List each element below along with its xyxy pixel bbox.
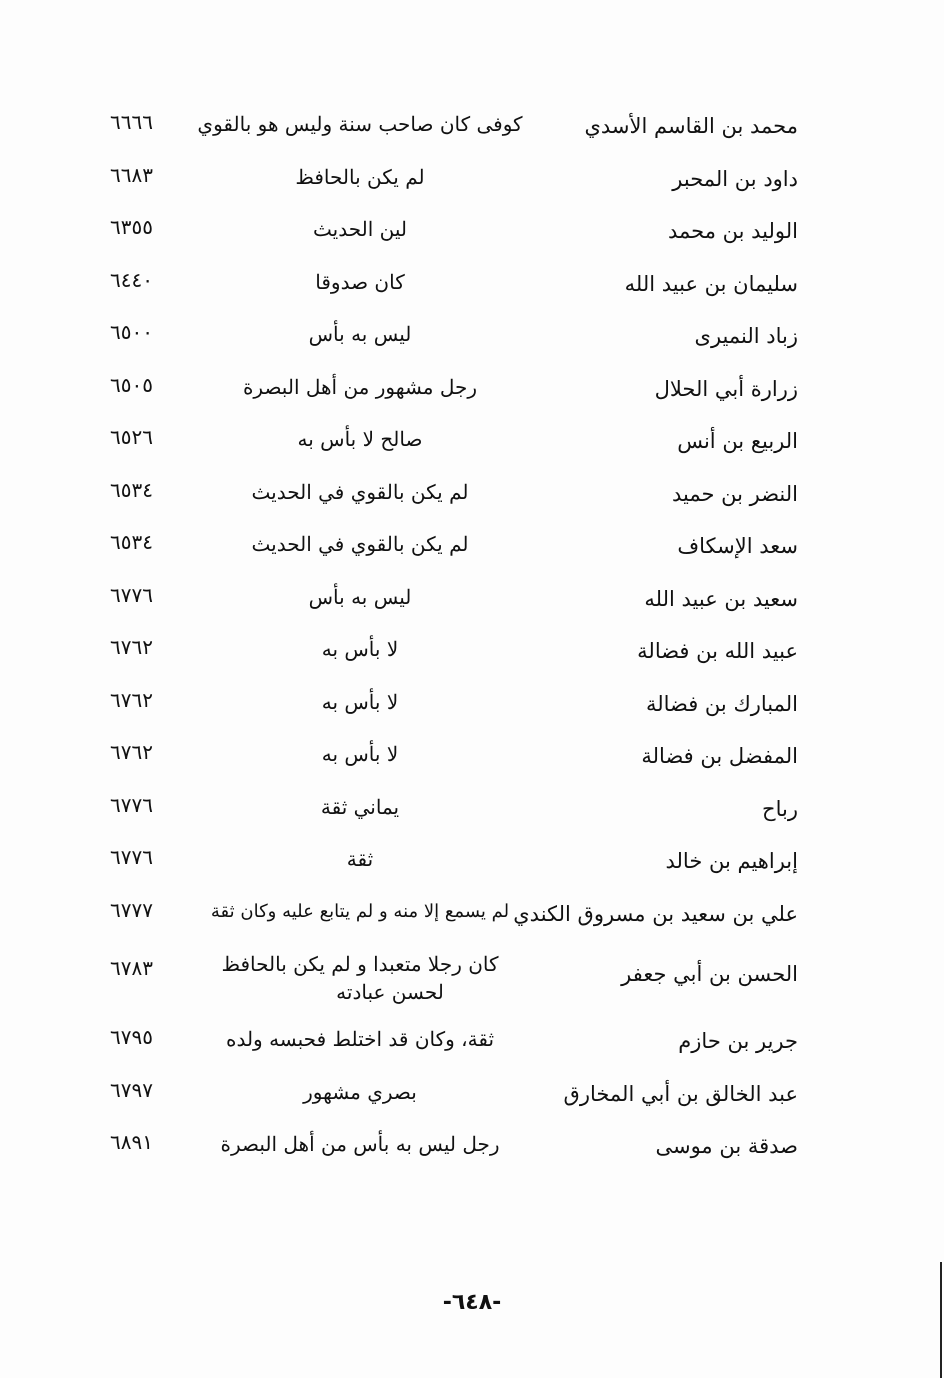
list-item <box>0 524 944 577</box>
reference-number: ٦٧٨٣ <box>110 956 153 980</box>
reference-number: ٦٥٣٤ <box>110 477 153 502</box>
narrator-grade <box>195 950 525 1006</box>
list-item <box>0 839 944 892</box>
narrator-grade: ليس به بأس <box>308 584 412 609</box>
narrator-grade: ليس به بأس <box>308 322 412 346</box>
reference-number: ٦٧٦٢ <box>110 635 153 659</box>
reference-number: ٦٦٦٦ <box>110 110 153 134</box>
list-item <box>0 104 944 157</box>
list-item <box>0 682 944 735</box>
narrator-grade: لم يكن بالقوي في الحديث <box>251 479 469 504</box>
narrator-name: صدقة بن موسى <box>655 1134 798 1158</box>
narrator-name: الحسن بن أبي جعفر <box>621 962 798 986</box>
reference-number: ٦٨٩١ <box>110 1130 153 1154</box>
list-item <box>0 419 944 472</box>
reference-number: ٦٧٦٢ <box>110 740 153 764</box>
narrator-grade: ثقة، وكان قد اختلط فحبسه ولده <box>225 1027 495 1051</box>
reference-number: ٦٥٠٥ <box>110 372 153 397</box>
narrator-name: داود بن المحبر <box>672 166 798 191</box>
reference-number: ٦٣٥٥ <box>110 215 153 239</box>
reference-number: ٦٧٧٦ <box>110 582 153 607</box>
narrator-name: زباد النميرى <box>694 324 798 348</box>
reference-number: ٦٧٦٢ <box>110 687 153 712</box>
narrator-name: علي بن سعيد بن مسروق الكندي <box>513 901 798 926</box>
narrator-name: الوليد بن محمد <box>668 219 798 243</box>
narrator-grade: رجل ليس به بأس من أهل البصرة <box>220 1132 500 1156</box>
narrator-grade: لا بأس به <box>321 742 399 766</box>
narrator-name: زرارة أبي الحلال <box>654 376 798 401</box>
list-item <box>0 157 944 210</box>
narrator-grade: يماني ثقة <box>320 794 400 819</box>
narrator-name: جرير بن حازم <box>678 1029 798 1053</box>
list-item <box>0 367 944 420</box>
narrator-grade: صالح لا بأس به <box>297 427 423 451</box>
page-edge-divider <box>940 1262 942 1378</box>
list-item <box>0 577 944 630</box>
list-item <box>0 262 944 315</box>
list-item <box>0 892 944 945</box>
list-item <box>0 314 944 367</box>
reference-number: ٦٧٩٧ <box>110 1077 153 1102</box>
narrator-grade: بصري مشهور <box>303 1079 417 1104</box>
reference-number: ٦٤٤٠ <box>110 267 153 292</box>
narrator-name: رباح <box>762 796 798 821</box>
list-item <box>0 209 944 262</box>
reference-number: ٦٥٣٤ <box>110 530 153 554</box>
list-item <box>0 787 944 840</box>
list-item <box>0 1124 944 1177</box>
reference-number: ٦٧٩٥ <box>110 1025 153 1049</box>
reference-number: ٦٥٢٦ <box>110 425 153 449</box>
narrator-grade: لا بأس به <box>321 689 399 714</box>
narrator-grade: كان صدوقا <box>315 269 405 294</box>
page-number: -٦٤٨- <box>442 1290 502 1315</box>
list-item <box>0 1019 944 1072</box>
narrator-name: سعد الإسكاف <box>677 534 798 558</box>
reference-number: ٦٧٧٦ <box>110 792 153 817</box>
narrator-grade: لم يكن بالقوي في الحديث <box>251 532 469 556</box>
narrator-grade-line-1: كان رجلا متعبدا و لم يكن بالحافظ <box>221 952 499 976</box>
narrator-grade: لم يكن بالحافظ <box>295 164 425 189</box>
reference-number: ٦٦٨٣ <box>110 162 153 187</box>
narrator-name: محمد بن القاسم الأسدي <box>584 114 798 138</box>
list-item <box>0 1072 944 1125</box>
narrator-name: سعيد بن عبيد الله <box>644 586 798 611</box>
reference-number: ٦٥٠٠ <box>110 320 153 344</box>
narrator-grade: لين الحديث <box>313 217 407 241</box>
narrator-name: النضر بن حميد <box>671 481 798 506</box>
narrator-name: الربيع بن أنس <box>677 429 798 453</box>
reference-number: ٦٧٧٧ <box>110 897 153 922</box>
list-item <box>0 472 944 525</box>
narrator-grade: كوفى كان صاحب سنة وليس هو بالقوي <box>197 112 523 136</box>
narrator-name: المفضل بن فضالة <box>641 744 798 768</box>
narrator-list <box>0 104 944 1177</box>
narrator-name: عبيد الله بن فضالة <box>637 639 798 663</box>
narrator-grade: لم يسمع إلا منه و لم يتابع عليه وكان ثقة <box>210 900 510 922</box>
narrator-name: المبارك بن فضالة <box>645 691 798 716</box>
narrator-name: إبراهيم بن خالد <box>665 849 798 873</box>
narrator-grade: رجل مشهور من أهل البصرة <box>242 374 478 399</box>
narrator-grade-line-2: لحسن عبادته <box>336 980 444 1004</box>
reference-number: ٦٧٧٦ <box>110 845 153 869</box>
narrator-grade: ثقة <box>346 847 374 871</box>
list-item <box>0 944 944 1019</box>
narrator-name: عبد الخالق بن أبي المخارق <box>563 1081 798 1106</box>
narrator-name: سليمان بن عبيد الله <box>624 271 798 296</box>
list-item <box>0 734 944 787</box>
list-item <box>0 629 944 682</box>
narrator-grade: لا بأس به <box>321 637 399 661</box>
